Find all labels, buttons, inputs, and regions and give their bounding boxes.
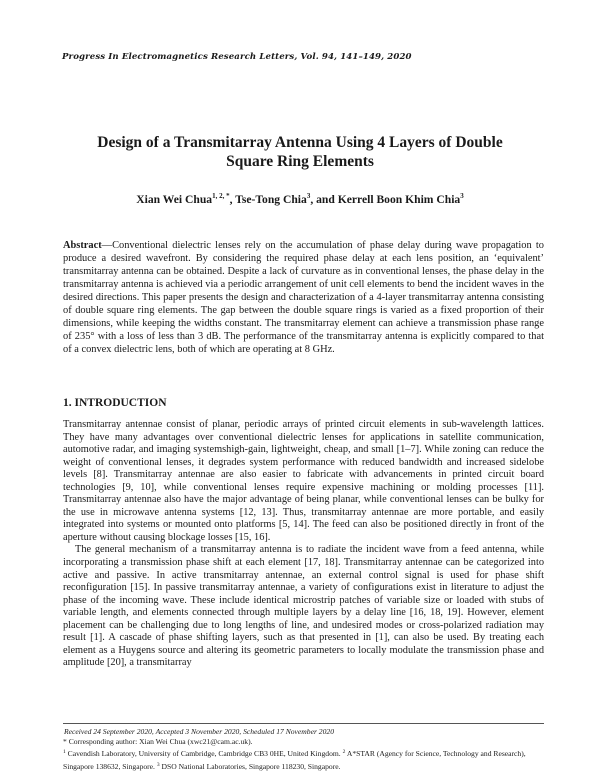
author-name: Tse-Tong Chia [235, 193, 307, 206]
affiliation-marker: 1 [63, 749, 66, 756]
title-line-1: Design of a Transmitarray Antenna Using 4 Layers of Double [97, 134, 503, 151]
author-name: Xian Wei Chua [136, 193, 213, 206]
affiliation-marker: 2 [342, 749, 346, 756]
affiliation-1: Cavendish Laboratory, University of Cambridge, Cambridge CB3 0HE, United Kingdom. [65, 749, 343, 759]
author-affiliation-marker: 3 [460, 192, 464, 200]
affiliation-2: A*STAR (Agency for Science, Technology and Research), Singapore 138632, Singapore. [63, 749, 526, 771]
affiliations [63, 747, 544, 771]
author-name: Kerrell Boon Khim Chia [337, 193, 461, 206]
author-affiliation-marker: 3 [306, 192, 311, 200]
body-paragraph: Transmitarray antennae consist of planar, periodic arrays of printed circuit elements in sub-wavelength lattices. They have many advantages over conventional dielectric lenses for applications in satellite communication, automotive radar, and imaging systemshigh-gain, lightweight, cheap, and small [1–7]. While zoning can reduce the weight of conventional lenses, it degrades system performance with reduced bandwidth and increased sidelobe levels [8]. Transmitarray antennae are also easier to fabricate with advancements in printed circuit board technologies [9, 10], while conventional lenses require expensive machining or molding processes [11]. Transmitarray antennae also have the major advantage of being planar, while conventional lenses can be bulky for the use in microwave antenna systems [12, 13]. Thus, transmitarray antennae are more portable, and easily integrated into systems or mounted onto platforms [5, 14]. The feed can also be positioned directly in front of the aperture without causing blockage losses [15, 16]. [63, 419, 544, 543]
section-heading-introduction: 1. INTRODUCTION [63, 397, 167, 409]
abstract-text: —Conventional dielectric lenses rely on the accumulation of phase delay during wave propagation to produce a desired wavefront. By considering the required phase delay at each lens position, an ‘equivalent’ transmitarray antenna can be obtained. Despite a lack of curvature as in conventional lenses, the phase delay in the transmitarray antenna is achieved via a periodic arrangement of unit cell elements to bend the incident waves in the desired directions. This paper presents the design and characterization of a 4-layer transmitarray antenna consisting of double square ring elements. The gap between the double square rings is varied as a fixed proportion of their dimensions, while keeping the widths constant. The transmitarray element can achieve a transmission phase range of 235° with a loss of less than 3 dB. The performance of the transmitarray antenna is explicitly compared to that of a convex dielectric lens, both of which are operating at 8 GHz. [63, 240, 544, 356]
received-dates: Received 24 September 2020, Accepted 3 November 2020, Scheduled 17 November 2020 [64, 727, 334, 736]
abstract-label: Abstract [63, 240, 102, 251]
body-paragraph: The general mechanism of a transmitarray antenna is to radiate the incident wave from a feed antenna, while incorporating a transmission phase shift at each element [17, 18]. Transmitarray antennae can be categorized into active and passive. In active transmitarray antennae, an external control signal is used for phase shift reconfiguration [15]. In passive transmitarray antennae, a variety of configurations exist in literature to adjust the phase of the incoming wave. These include identical microstrip patches of variable size or loaded with stubs of variable length, and elements connected through multiple layers by a delay line [16, 18, 19]. However, element placement can be challenging due to long lengths of line, and undesired modes or cross-polarized radiation may result [1]. A cascade of phase shifting layers, such as that presented in [1], can also be used. By treating each element as a Huygens source and altering its geometric parameters to locally modulate the transmission phase and amplitude [20], a transmitarray [63, 544, 544, 669]
footnotes [63, 727, 544, 772]
affiliation-3: DSO National Laboratories, Singapore 118230, Singapore. [159, 761, 341, 771]
abstract [63, 239, 544, 356]
introduction-body [63, 419, 544, 670]
author-separator: , and [310, 193, 338, 206]
author-affiliation-marker: 1, 2, * [212, 192, 230, 200]
paper-title [60, 133, 540, 171]
footnote-divider [63, 723, 544, 724]
author-separator: , [229, 193, 236, 206]
corresponding-author: * Corresponding author: Xian Wei Chua (xwc21@cam.ac.uk). [63, 737, 253, 747]
affiliation-marker: 3 [156, 761, 160, 768]
author-list [60, 192, 540, 206]
journal-header: Progress In Electromagnetics Research Letters, Vol. 94, 141–149, 2020 [62, 52, 412, 62]
title-line-2: Square Ring Elements [226, 153, 374, 170]
